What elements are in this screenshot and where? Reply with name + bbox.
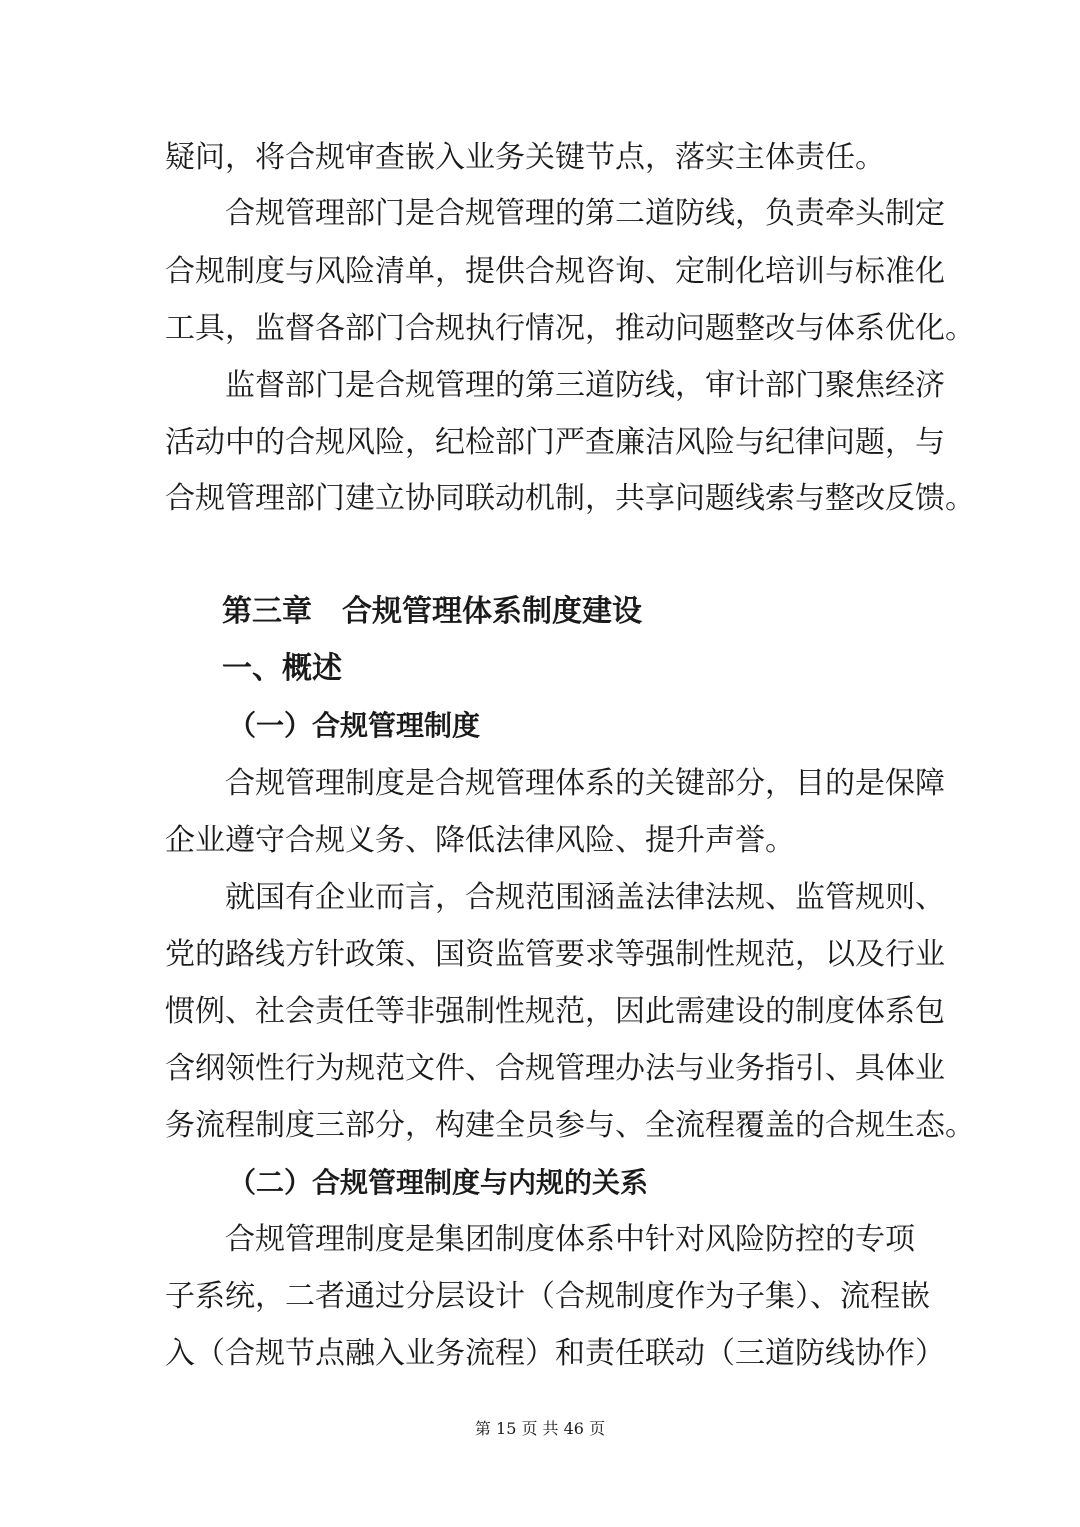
chapter-title: 第三章 合规管理体系制度建设 <box>222 594 642 629</box>
section-title: 一、概述 <box>222 651 342 686</box>
subsection-title: （一）合规管理制度 <box>228 709 481 742</box>
paragraph-line: 就国有企业而言，合规范围涵盖法律法规、监管规则、 <box>225 880 945 915</box>
paragraph-line: 疑问，将合规审查嵌入业务关键节点，落实主体责任。 <box>165 140 885 175</box>
paragraph-line: 子系统，二者通过分层设计（合规制度作为子集）、流程嵌 <box>165 1279 930 1314</box>
paragraph-line: 合规管理部门建立协同联动机制，共享问题线索与整改反馈。 <box>165 481 975 516</box>
paragraph-line: 企业遵守合规义务、降低法律风险、提升声誉。 <box>165 823 795 858</box>
subsection-title: （二）合规管理制度与内规的关系 <box>228 1166 649 1199</box>
paragraph-line: 务流程制度三部分，构建全员参与、全流程覆盖的合规生态。 <box>165 1108 975 1143</box>
paragraph-line: 含纲领性行为规范文件、合规管理办法与业务指引、具体业 <box>165 1051 945 1086</box>
paragraph-line: 入（合规节点融入业务流程）和责任联动（三道防线协作） <box>165 1336 945 1371</box>
paragraph-line: 合规制度与风险清单，提供合规咨询、定制化培训与标准化 <box>165 254 945 289</box>
paragraph-line: 党的路线方针政策、国资监管要求等强制性规范，以及行业 <box>165 937 945 972</box>
paragraph-line: 合规管理制度是集团制度体系中针对风险防控的专项 <box>225 1222 915 1257</box>
paragraph-line: 惯例、社会责任等非强制性规范，因此需建设的制度体系包 <box>165 994 945 1029</box>
paragraph-line: 工具，监督各部门合规执行情况，推动问题整改与体系优化。 <box>165 311 975 346</box>
paragraph-line: 监督部门是合规管理的第三道防线，审计部门聚焦经济 <box>225 368 945 403</box>
paragraph-line: 活动中的合规风险，纪检部门严查廉洁风险与纪律问题，与 <box>165 425 945 460</box>
page-number-footer: 第 15 页 共 46 页 <box>474 1419 606 1438</box>
paragraph-line: 合规管理制度是合规管理体系的关键部分，目的是保障 <box>225 766 945 801</box>
paragraph-line: 合规管理部门是合规管理的第二道防线，负责牵头制定 <box>225 196 945 231</box>
